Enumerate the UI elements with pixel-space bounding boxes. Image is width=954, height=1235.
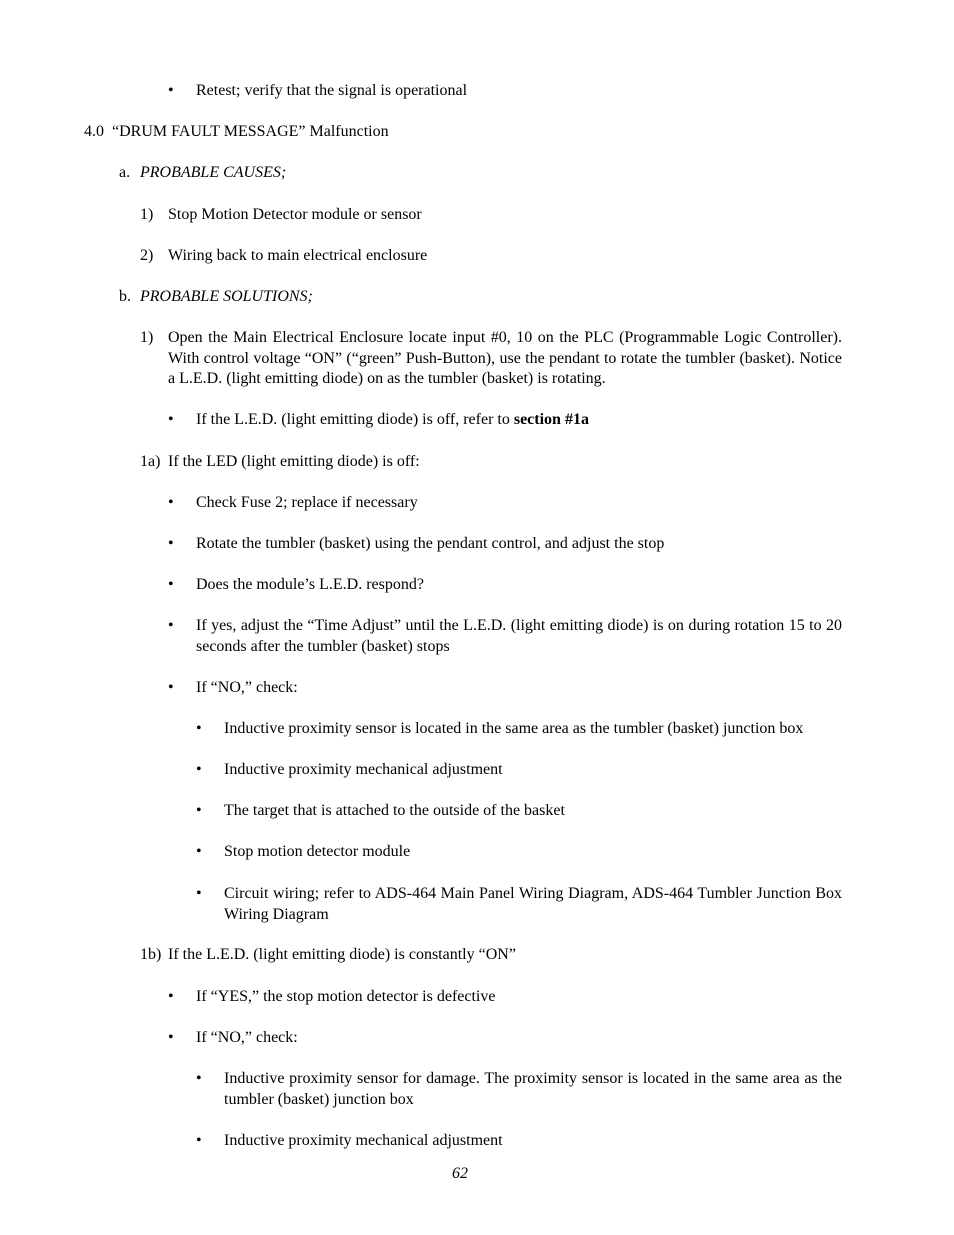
list-item: Check Fuse 2; replace if necessary [196,494,418,511]
item-number: 2) [140,247,154,264]
sub-list-item: Inductive proximity mechanical adjustment [224,1132,503,1149]
sub-list-item: Stop motion detector module [224,843,411,860]
list-item: Retest; verify that the signal is operational [196,82,468,99]
bullet-icon: • [196,843,202,860]
list-item [196,410,589,431]
list-item: If yes, adjust the “Time Adjust” until the L.E.D. (light emitting diode) is on during rotation 15 to 20 seconds after the tumbler (basket) stops [196,617,842,655]
item-number: 1) [140,329,154,346]
bullet-icon: • [196,720,202,737]
bullet-icon: • [196,885,202,902]
sub-list-item: Inductive proximity sensor is located in the same area as the tumbler (basket) junction box [224,720,804,737]
subsection-marker: b. [119,288,131,305]
section-title: “DRUM FAULT MESSAGE” Malfunction [112,123,389,140]
bullet-icon: • [168,535,174,552]
sub-list-item: Circuit wiring; refer to ADS-464 Main Panel Wiring Diagram, ADS-464 Tumbler Junction Box Wiring Diagram [224,885,842,923]
bullet-icon: • [168,988,174,1005]
bullet-icon: • [196,1132,202,1149]
bullet-icon: • [196,1070,202,1087]
list-item: Wiring back to main electrical enclosure [168,247,428,264]
bullet-icon: • [168,679,174,696]
sub-list-item: The target that is attached to the outside of the basket [224,802,565,819]
bullet-text: If the L.E.D. (light emitting diode) is off, refer to [196,411,514,428]
solutions-heading: PROBABLE SOLUTIONS; [140,288,313,305]
section-number: 4.0 [84,123,104,140]
step-heading: If the L.E.D. (light emitting diode) is constantly “ON” [168,946,516,963]
list-item: Rotate the tumbler (basket) using the pendant control, and adjust the stop [196,535,665,552]
list-item: Stop Motion Detector module or sensor [168,206,422,223]
bullet-icon: • [196,802,202,819]
bullet-icon: • [168,494,174,511]
bullet-icon: • [168,411,174,428]
bullet-icon: • [168,82,174,99]
bullet-icon: • [168,1029,174,1046]
sub-list-item: Inductive proximity sensor for damage. The proximity sensor is located in the same area as the tumbler (basket) junction box [224,1070,842,1108]
bullet-icon: • [168,576,174,593]
list-item: If “YES,” the stop motion detector is defective [196,988,496,1005]
bullet-icon: • [196,761,202,778]
item-number: 1) [140,206,154,223]
list-item: If “NO,” check: [196,1029,298,1046]
page-number: 62 [452,1165,468,1182]
item-number: 1a) [140,453,161,470]
sub-list-item: Inductive proximity mechanical adjustment [224,761,503,778]
causes-heading: PROBABLE CAUSES; [140,164,287,181]
step-heading: If the LED (light emitting diode) is off: [168,453,420,470]
list-item: Does the module’s L.E.D. respond? [196,576,424,593]
item-number: 1b) [140,946,162,963]
step-paragraph: Open the Main Electrical Enclosure locate input #0, 10 on the PLC (Programmable Logic Controller). With control voltage “ON” (“green” Push-Button), use the pendant to rotate the tumbler (basket). Notice a L.E.D. (light emitting diode) on as the tumbler (basket) is rotating. [168,329,842,387]
subsection-marker: a. [119,164,131,181]
bullet-icon: • [168,617,174,634]
list-item: If “NO,” check: [196,679,298,696]
section-reference: section #1a [513,411,589,428]
